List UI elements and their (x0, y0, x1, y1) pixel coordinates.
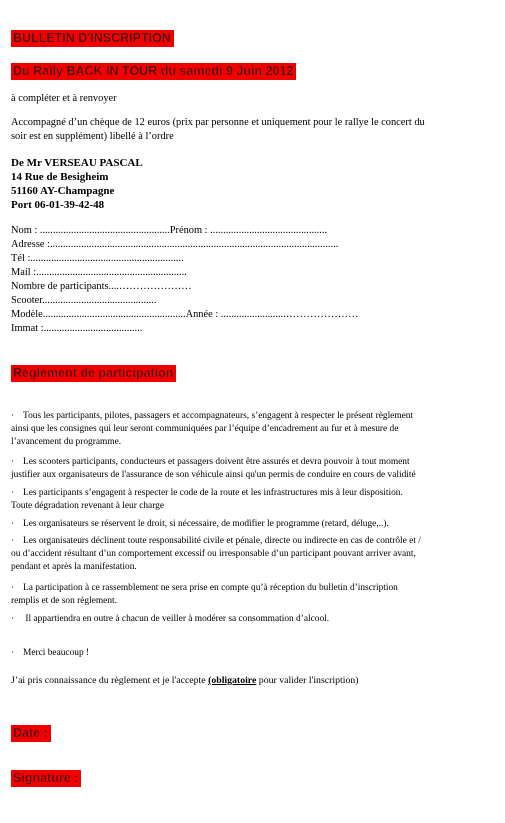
rule-item: · La participation à ce rassemblement ne sera prise en compte qu’à réception du bulletin d’inscription remplis et de son règlement. (11, 583, 398, 607)
address-name: De Mr VERSEAU PASCAL (11, 157, 143, 169)
rule-item: · Les participants s’engagent à respecter le code de la route et les infrastructures mis à leur disposition. Toute dégradation revenant à leur charge (11, 488, 403, 512)
payment-line-1: Accompagné d’un chèque de 12 euros (prix par personne et uniquement pour le rallye le concert du (11, 117, 425, 128)
bullet-icon: · (11, 648, 15, 658)
reglement-heading: Règlement de participation (11, 365, 176, 382)
rally-heading: Du Rally BACK IN TOUR du samedi 9 Juin 2012 (11, 63, 296, 80)
field-mail[interactable]: Mail :.......................................................... (11, 267, 187, 278)
field-immat[interactable]: Immat :...................................... (11, 323, 143, 334)
bullet-icon: · (11, 457, 15, 467)
bullet-icon: · (11, 536, 15, 546)
bullet-icon: · (11, 519, 15, 529)
rule-item: · Les organisateurs se réservent le droit, si nécessaire, de modifier le programme (retard, déluge,..). (11, 518, 495, 531)
intro-instruction: à compléter et à renvoyer (11, 93, 117, 104)
field-participants[interactable]: Nombre de participants....………………… (11, 281, 192, 292)
bullet-icon: · (11, 614, 15, 624)
address-phone: Port 06-01-39-42-48 (11, 199, 105, 211)
field-scooter[interactable]: Scooter............................................ (11, 295, 157, 306)
field-nom-prenom[interactable]: Nom : ..................................................Prénom : ............................................. (11, 225, 328, 236)
rule-item: · Les organisateurs déclinent toute responsabilité civile et pénale, directe ou indirecte en cas de contrôle et / ou d’accident résultant d’un comportement excessif ou irresponsable d’un participant pouvant arriver avant, pendant et après la manifestation. (11, 536, 421, 573)
bulletin-heading: BULLETIN D'INSCRIPTION (11, 30, 174, 47)
payment-line-2: soir est en supplément) libellé à l’ordre (11, 131, 174, 142)
signature-field-label[interactable]: Signature : (11, 770, 81, 787)
bullet-icon: · (11, 411, 15, 421)
rule-item: · Les scooters participants, conducteurs et passagers doivent être assurés et devra pouvoir à tout moment justifier aux organisateurs de l'assurance de son véhicule ainsi qu'un permis de conduire en cours de validité (11, 457, 416, 481)
rule-item: · Tous les participants, pilotes, passagers et accompagnateurs, s’engagent à respecter le présent règlement ainsi que les consignes qui leur seront communiquées par l’équipe d’encadrement au fur et à mesure de l’avancement du programme. (11, 411, 414, 448)
rule-item: · Merci beaucoup ! (11, 647, 495, 660)
address-city: 51160 AY-Champagne (11, 185, 115, 197)
rule-item: · Il appartiendra en outre à chacun de veiller à modérer sa consommation d’alcool. (11, 613, 495, 626)
field-modele-annee[interactable]: Modèle.......................................................Année : .........................………………… (11, 309, 359, 320)
field-tel[interactable]: Tél :........................................................... (11, 253, 184, 264)
date-field-label[interactable]: Date : (11, 725, 51, 742)
bullet-icon: · (11, 583, 15, 593)
bullet-icon: · (11, 488, 15, 498)
acceptance-statement: J’ai pris connaissance du règlement et je l'accepte (obligatoire pour valider l'inscription) (11, 675, 359, 686)
field-adresse[interactable]: Adresse :............................................................................................................... (11, 239, 339, 250)
address-street: 14 Rue de Besigheim (11, 171, 109, 183)
